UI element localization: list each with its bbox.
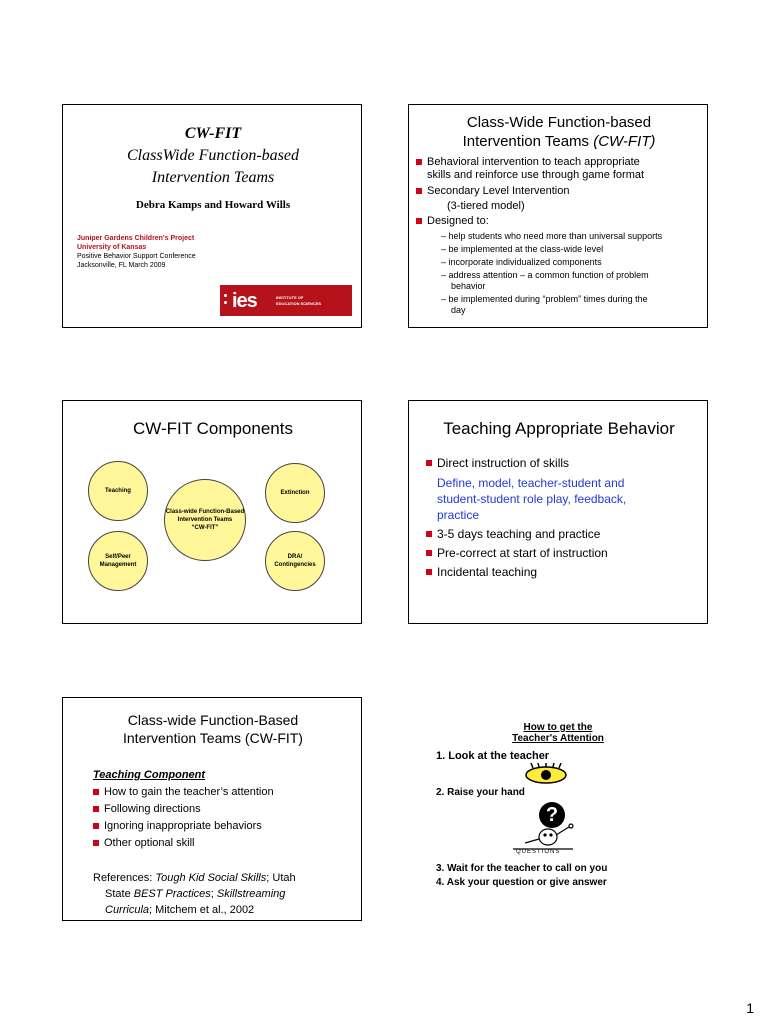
dra-line2: Contingencies — [274, 562, 316, 568]
slide4-blue-line1: Define, model, teacher-student and — [437, 476, 625, 490]
slide6-title-line1: How to get the — [523, 722, 593, 733]
extinction-label: Extinction — [280, 490, 310, 496]
slide1-title-line2: ClassWide Function-based — [127, 147, 299, 164]
slide4-blue-line2: student-student role play, feedback, — [437, 492, 627, 506]
slide4-blue-line3: practice — [437, 508, 480, 522]
extinction-circle — [265, 463, 325, 523]
center-line3: “CW-FIT” — [191, 525, 219, 531]
slide2-title-italic: (CW-FIT) — [593, 133, 656, 150]
slide2-bullet1-line1: Behavioral intervention to teach appropriate — [427, 156, 640, 168]
page-number: 1 — [746, 1000, 754, 1016]
slide1-title-line3: Intervention Teams — [151, 169, 275, 186]
slide4-title: Teaching Appropriate Behavior — [443, 419, 675, 438]
slide6-title — [408, 722, 708, 744]
slide2-sub-item: day — [451, 305, 466, 315]
dra-circle — [265, 531, 325, 591]
slide2-sub-item: – be implemented during “problem” times during the — [441, 294, 648, 304]
slide2-title-line1: Class-Wide Function-based — [466, 114, 652, 131]
ref-prefix: References: — [93, 872, 156, 884]
slide4-bullet4 — [437, 565, 537, 580]
slide6-step3: 3. Wait for the teacher to call on you — [436, 863, 608, 874]
slide6-step2: 2. Raise your hand — [436, 787, 525, 798]
slide4-bullet4-text: Incidental teaching — [437, 565, 538, 579]
bullet-icon — [416, 188, 422, 194]
slide-teaching-behavior — [408, 400, 708, 624]
dra-line1: DRA/ — [287, 554, 303, 560]
slide4-bullet3-text: Pre-correct at start of instruction — [437, 546, 608, 560]
slide5-title-line1: Class-wide Function-Based — [127, 712, 299, 728]
slide1-title-line1: CW-FIT — [184, 125, 242, 142]
slide4-bullet3 — [437, 546, 608, 561]
ies-logo-sub2: EDUCATION SCIENCES — [276, 301, 322, 306]
ref-mid1: ; Utah — [266, 872, 296, 884]
slide2-sub-item: behavior — [451, 281, 486, 291]
slide2-title-line2 — [409, 133, 708, 150]
teaching-circle — [88, 461, 148, 521]
bullet-icon — [93, 789, 99, 795]
slide-components — [62, 400, 362, 624]
slide5-item-text: How to gain the teacher’s attention — [104, 786, 274, 798]
bullet-icon — [93, 823, 99, 829]
ref-book3: Skillstreaming — [216, 888, 286, 900]
bullet-icon — [426, 550, 432, 556]
slide2-bullet2 — [427, 185, 569, 198]
center-line1: Class-wide Function-Based — [165, 509, 245, 515]
slide5-item — [104, 803, 201, 816]
ref-book1: Tough Kid Social Skills — [155, 872, 267, 884]
slide2-bullet1-line2: skills and reinforce use through game format — [427, 169, 645, 181]
slide4-bullet2-text: 3-5 days teaching and practice — [437, 527, 601, 541]
slide2-bullet3-text: Designed to: — [427, 215, 489, 227]
slide1-org1: Juniper Gardens Children's Project — [77, 235, 195, 242]
ref-book2: BEST Practices — [133, 888, 211, 900]
slide-overview — [408, 104, 708, 328]
slide4-bullet1-text: Direct instruction of skills — [437, 456, 570, 470]
ref-sep: ; — [210, 888, 217, 900]
slide1-conf2: Jacksonville, FL March 2009 — [77, 262, 166, 269]
self-line2: Management — [99, 562, 137, 568]
self-peer-circle — [88, 531, 148, 591]
slide5-item — [104, 820, 262, 833]
slide2-bullet1 — [427, 156, 644, 182]
bullet-icon — [93, 806, 99, 812]
bullet-icon — [426, 569, 432, 575]
slide4-blue-text — [437, 475, 626, 523]
slide2-bullet2-text: Secondary Level Intervention — [427, 185, 570, 197]
slide5-item-text: Ignoring inappropriate behaviors — [104, 820, 262, 832]
bullet-icon — [93, 840, 99, 846]
teaching-label: Teaching — [105, 488, 131, 494]
ref-line2a: State — [105, 888, 134, 900]
slide5-references — [93, 870, 296, 918]
ref-book4: Curricula — [105, 904, 150, 916]
slide2-sub-item: – incorporate individualized components — [441, 257, 602, 267]
center-circle — [164, 479, 246, 561]
slide5-item-text: Following directions — [104, 803, 201, 815]
question-mark-text: ? — [545, 804, 559, 826]
slide4-bullet1 — [437, 456, 569, 471]
slide2-title-plain: Intervention Teams — [462, 133, 594, 150]
slide1-org2: University of Kansas — [77, 244, 147, 251]
slide5-item — [104, 837, 195, 850]
slide1-conf1: Positive Behavior Support Conference — [77, 253, 196, 260]
slide5-title-line2: Intervention Teams (CW-FIT) — [123, 730, 303, 746]
slide6-step4: 4. Ask your question or give answer — [436, 877, 607, 888]
bullet-icon — [426, 531, 432, 537]
slide6-questions-label: QUESTIONS — [516, 849, 561, 855]
slide2-bullet3 — [427, 215, 489, 228]
slide-title — [62, 104, 362, 328]
slide5-item-text: Other optional skill — [104, 837, 195, 849]
ies-logo-text: ies — [232, 290, 257, 312]
ies-logo — [220, 285, 352, 316]
slide2-sub-item: – be implemented at the class-wide level — [441, 244, 604, 254]
slide3-title: CW-FIT Components — [133, 419, 293, 438]
slide-teacher-attention — [408, 697, 708, 921]
center-line2: Intervention Teams — [177, 517, 233, 523]
slide6-step1: 1. Look at the teacher — [436, 750, 550, 762]
self-line1: Self/Peer — [105, 554, 131, 560]
ref-end: ; Mitchem et al., 2002 — [149, 904, 255, 916]
bullet-icon — [426, 460, 432, 466]
bullet-icon — [416, 218, 422, 224]
slide1-authors: Debra Kamps and Howard Wills — [135, 199, 291, 211]
bullet-icon — [416, 159, 422, 165]
ies-logo-dot-icon — [224, 301, 227, 304]
ies-logo-sub1: INSTITUTE OF — [276, 295, 304, 300]
slide2-bullet2-sub: (3-tiered model) — [447, 200, 525, 212]
slide2-sub-item: – help students who need more than universal supports — [441, 231, 663, 241]
slide6-title-line2: Teacher's Attention — [512, 733, 604, 744]
slide2-sub-item: – address attention – a common function of problem — [441, 270, 649, 280]
slide5-component-heading: Teaching Component — [93, 769, 206, 781]
slide5-item — [104, 786, 274, 799]
slide-teaching-component — [62, 697, 362, 921]
slide4-bullet2 — [437, 527, 600, 542]
eye-icon — [521, 763, 571, 787]
ies-logo-dot-icon — [224, 294, 227, 297]
